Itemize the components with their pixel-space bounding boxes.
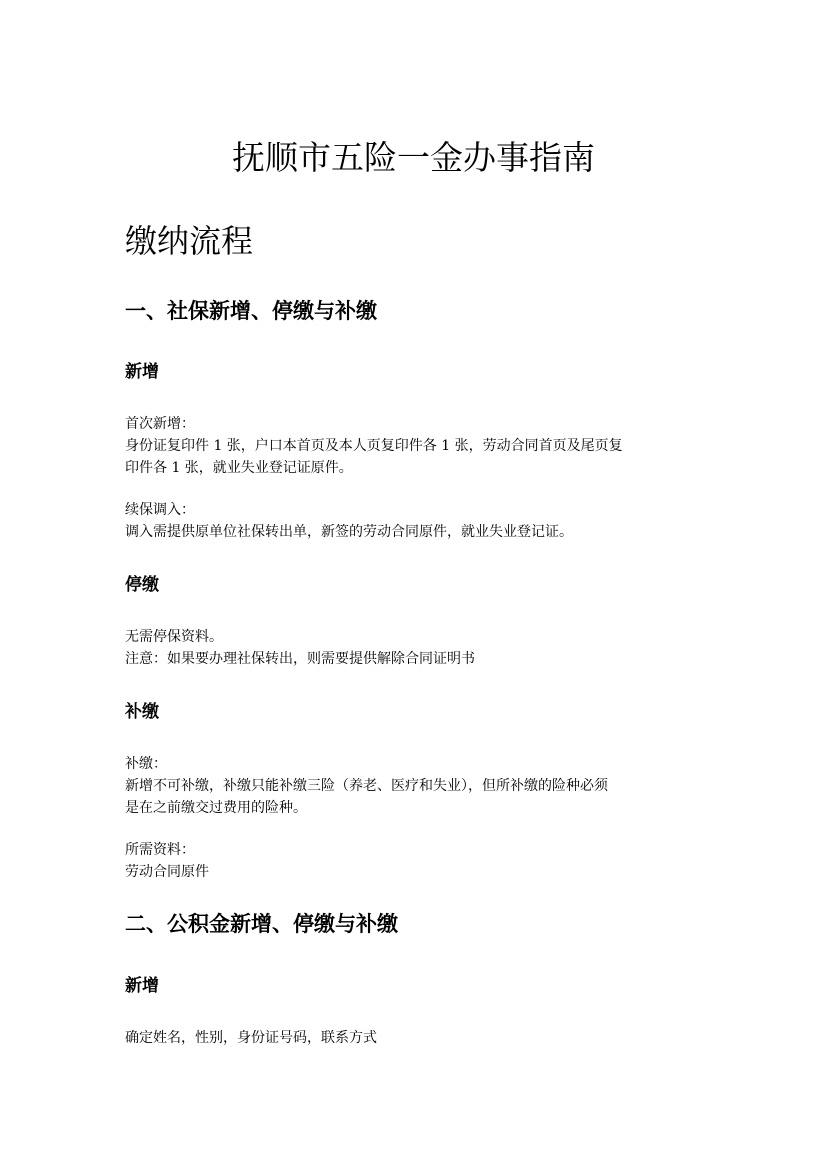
materials-text: 劳动合同原件 [125, 864, 209, 880]
part2-heading: 二、公积金新增、停缴与补缴 [125, 911, 398, 936]
stop-line1: 无需停保资料。 [125, 629, 223, 645]
supplement-text-line1: 新增不可补缴，补缴只能补缴三险（养老、医疗和失业），但所补缴的险种必须 [125, 778, 608, 794]
part1-new-first-paragraph [125, 413, 710, 479]
part1-stop-heading: 停缴 [125, 575, 159, 595]
first-label: 首次新增： [125, 416, 195, 432]
supplement-text-line2: 是在之前缴交过费用的险种。 [125, 800, 307, 816]
stop-line2: 注意：如果要办理社保转出，则需要提供解除合同证明书 [125, 651, 475, 667]
materials-label: 所需资料： [125, 842, 195, 858]
transfer-label: 续保调入： [125, 502, 195, 518]
document-title: 抚顺市五险一金办事指南 [232, 138, 595, 177]
part1-materials-paragraph [125, 839, 710, 883]
first-text-line2: 印件各 1 张，就业失业登记证原件。 [125, 460, 353, 476]
supplement-label: 补缴： [125, 756, 167, 772]
section-heading: 缴纳流程 [125, 222, 254, 260]
part1-supplement-heading: 补缴 [125, 702, 159, 722]
part1-stop-paragraph [125, 626, 710, 670]
part2-new-heading: 新增 [125, 976, 159, 996]
first-text-line1: 身份证复印件 1 张，户口本首页及本人页复印件各 1 张，劳动合同首页及尾页复 [125, 438, 623, 454]
transfer-text: 调入需提供原单位社保转出单，新签的劳动合同原件，就业失业登记证。 [125, 524, 573, 540]
part1-new-heading: 新增 [125, 362, 159, 382]
part2-new-text: 确定姓名，性别，身份证号码，联系方式 [125, 1030, 377, 1046]
part2-new-paragraph [125, 1027, 710, 1049]
part1-supplement-paragraph [125, 753, 710, 819]
part1-new-transfer-paragraph [125, 499, 710, 543]
part1-heading: 一、社保新增、停缴与补缴 [125, 298, 377, 323]
